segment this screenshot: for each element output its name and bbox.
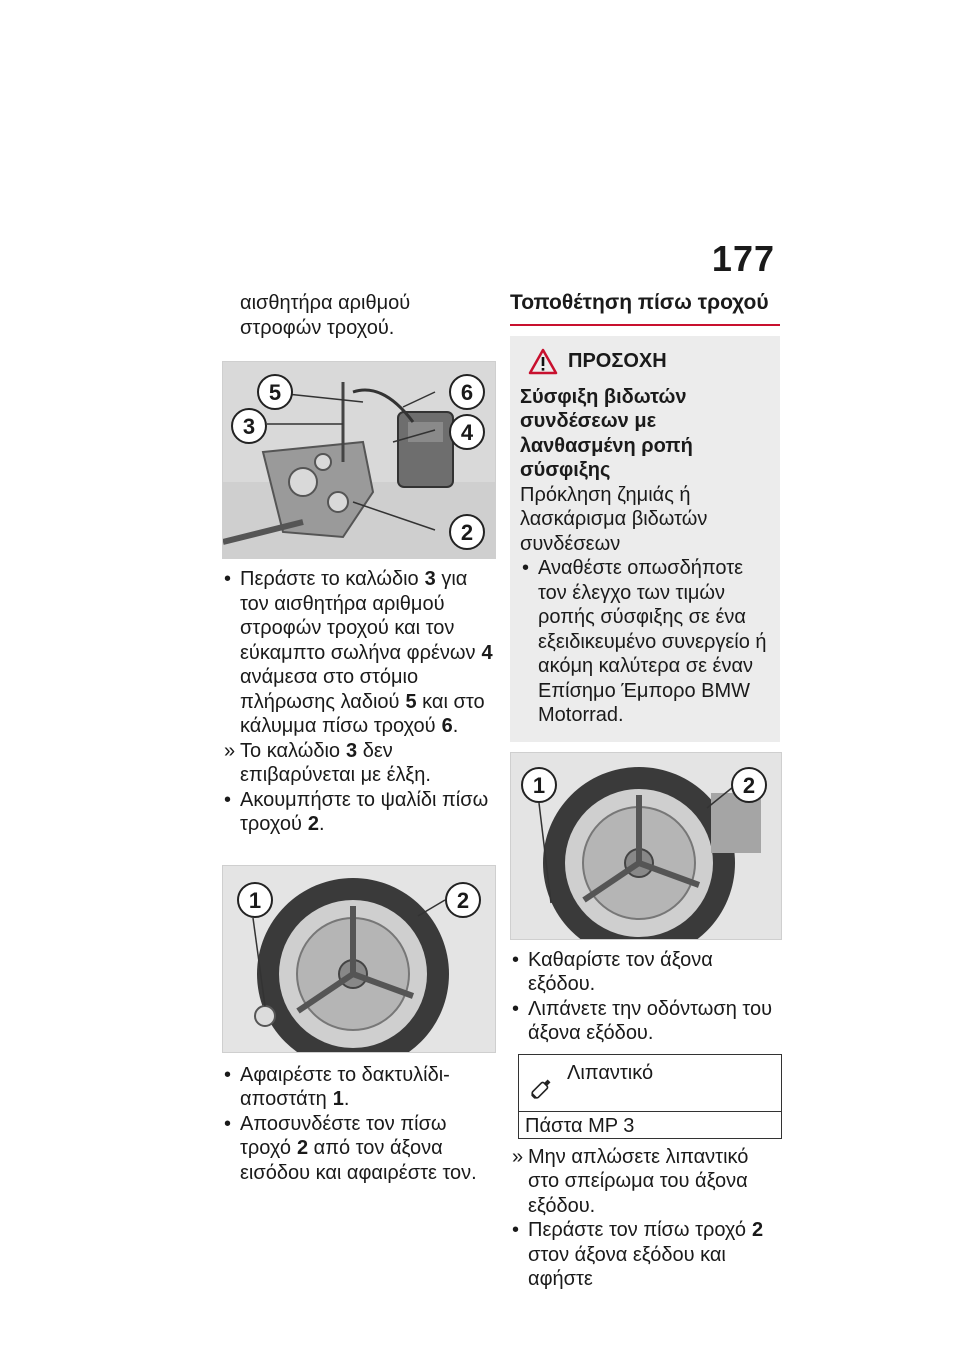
lubricant-value: Πάστα MP 3 xyxy=(519,1111,781,1138)
callout-5: 5 xyxy=(257,374,293,410)
callout-2: 2 xyxy=(445,882,481,918)
lubricant-header xyxy=(519,1055,781,1111)
warning-text: Πρόκληση ζημιάς ή λασκάρισμα βιδωτών συνδέσεων xyxy=(520,483,708,555)
step-fit-wheel: • Περάστε τον πίσω τροχό 2 στον άξονα εξόδου και αφήστε xyxy=(512,1219,764,1290)
figure-rear-wheel-install xyxy=(510,752,782,940)
warning-box xyxy=(510,336,780,742)
warning-header xyxy=(528,348,770,375)
step-lubricate-shaft: • Λιπάνετε την οδόντωση του άξονα εξόδου. xyxy=(512,997,773,1044)
warning-title: Σύσφιξη βιδωτών συνδέσεων με λανθασμένη ροπή σύσφιξης xyxy=(520,385,693,481)
result-no-lube-thread: » Μην απλώσετε λιπαντικό στο σπείρωμα του άξονα εξόδου. xyxy=(512,1145,749,1217)
callout-2: 2 xyxy=(449,514,485,550)
warning-label: ΠΡΟΣΟΧΗ xyxy=(568,349,667,372)
step-route-cable: • Περάστε το καλώδιο 3 για τον αισθητήρα αριθμού στροφών τροχού και τον εύκαμπτο σωλήνα φρένων 4 ανάμεσα στο στόμιο πλήρωσης λαδιού 5 και στο κάλυμμα πίσω τροχού 6. xyxy=(224,568,493,737)
lubricant-label: Λιπαντικό xyxy=(567,1061,654,1084)
callout-6: 6 xyxy=(449,374,485,410)
step-clean-shaft: • Καθαρίστε τον άξονα εξόδου. xyxy=(512,948,713,995)
warning-triangle-icon xyxy=(528,348,558,375)
step-remove-spacer: • Αφαιρέστε το δακτυλίδι-αποστάτη 1. xyxy=(224,1063,450,1110)
callout-2: 2 xyxy=(731,767,767,803)
step-rest-swingarm: • Ακουμπήστε το ψαλίδι πίσω τροχού 2. xyxy=(224,788,489,835)
callout-4: 4 xyxy=(449,414,485,450)
left-column xyxy=(222,291,494,1185)
result-cable-no-tension: » Το καλώδιο 3 δεν επιβαρύνεται με έλξη. xyxy=(224,739,431,786)
right-column xyxy=(510,291,780,1292)
step-disconnect-wheel: • Αποσυνδέστε τον πίσω τροχό 2 από τον άξονα εισόδου και αφαιρέστε τον. xyxy=(224,1112,477,1184)
callout-1: 1 xyxy=(237,882,273,918)
page-number: 177 xyxy=(711,238,775,279)
lubricant-tube-icon xyxy=(527,1073,557,1103)
figure-brake-caliper xyxy=(222,361,496,559)
warning-step: • Αναθέστε οπωσδήποτε τον έλεγχο των τιμών ροπής σύσφιξης σε ένα εξειδικευμένο συνεργείο ή ακόμη καλύτερα σε έναν Επίσημο Έμπορο BMW Motorrad. xyxy=(522,557,767,726)
lubricant-box xyxy=(518,1054,782,1139)
callout-1: 1 xyxy=(521,767,557,803)
section-title: Τοποθέτηση πίσω τροχού xyxy=(510,291,780,326)
callout-3: 3 xyxy=(231,408,267,444)
figure-rear-wheel xyxy=(222,865,496,1053)
intro-text: αισθητήρα αριθμού στροφών τροχού. xyxy=(240,292,411,339)
bullet-mark: • xyxy=(224,568,232,590)
